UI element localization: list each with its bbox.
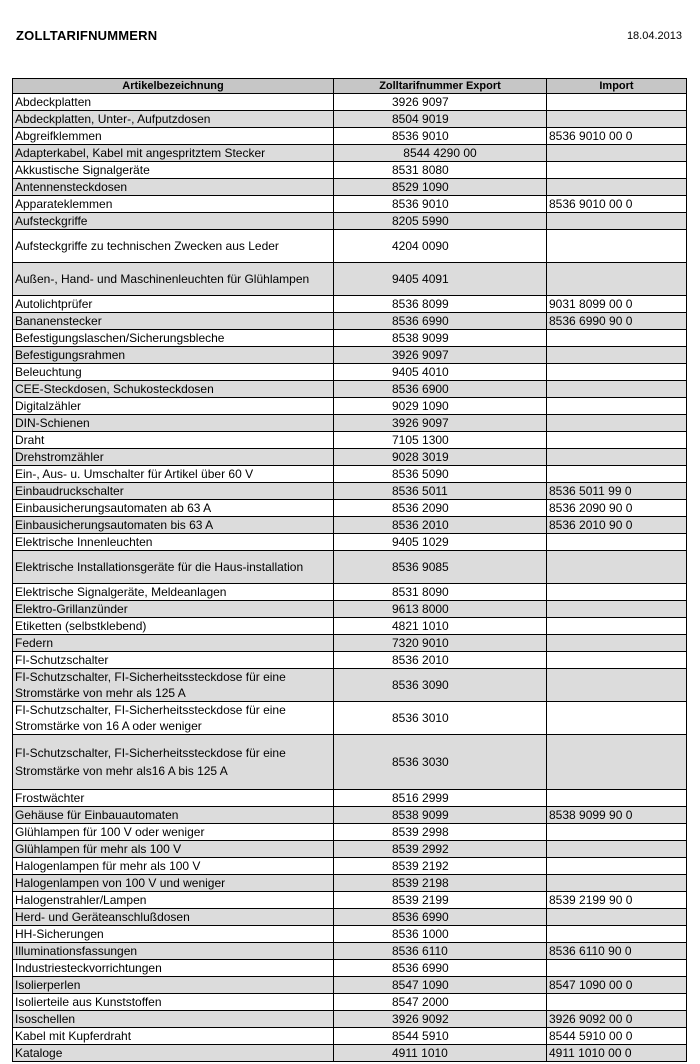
- export-code-cell: 8539 2198: [334, 875, 547, 892]
- article-name-cell: Halogenlampen für mehr als 100 V: [13, 858, 334, 875]
- export-code-cell: 8536 6990: [334, 960, 547, 977]
- article-name-cell: Draht: [13, 432, 334, 449]
- article-name-cell: Abdeckplatten, Unter-, Aufputzdosen: [13, 111, 334, 128]
- export-code-cell: 8544 4290 00: [334, 145, 547, 162]
- import-code-cell: 8539 2199 90 0: [547, 892, 687, 909]
- table-row: [13, 551, 687, 584]
- export-code-cell: 8536 2010: [334, 652, 547, 669]
- import-code-cell: [547, 432, 687, 449]
- article-name-cell: FI-Schutzschalter, FI-Sicherheitssteckdose für eine Stromstärke von mehr als16 A bis 125 A: [13, 735, 334, 790]
- article-name-cell: Digitalzähler: [13, 398, 334, 415]
- tariff-table: [12, 78, 687, 1062]
- table-row: [13, 466, 687, 483]
- table-row: [13, 702, 687, 735]
- import-code-cell: [547, 652, 687, 669]
- export-code-cell: 3926 9092: [334, 1011, 547, 1028]
- table-row: [13, 652, 687, 669]
- article-name-cell: HH-Sicherungen: [13, 926, 334, 943]
- import-code-cell: [547, 735, 687, 790]
- table-row: [13, 943, 687, 960]
- table-row: [13, 313, 687, 330]
- article-name-cell: Akkustische Signalgeräte: [13, 162, 334, 179]
- article-name-cell: Befestigungslaschen/Sicherungsbleche: [13, 330, 334, 347]
- import-code-cell: [547, 926, 687, 943]
- import-code-cell: [547, 875, 687, 892]
- article-name-cell: Adapterkabel, Kabel mit angespritztem Stecker: [13, 145, 334, 162]
- table-row: [13, 875, 687, 892]
- article-name-cell: Halogenstrahler/Lampen: [13, 892, 334, 909]
- export-code-cell: 8536 2090: [334, 500, 547, 517]
- article-name-cell: Isoschellen: [13, 1011, 334, 1028]
- import-code-cell: [547, 449, 687, 466]
- table-row: [13, 415, 687, 432]
- table-row: [13, 584, 687, 601]
- article-name-cell: Illuminationsfassungen: [13, 943, 334, 960]
- article-name-cell: Elektrische Signalgeräte, Meldeanlagen: [13, 584, 334, 601]
- export-code-cell: 8529 1090: [334, 179, 547, 196]
- import-code-cell: 8536 6990 90 0: [547, 313, 687, 330]
- export-code-cell: 9613 8000: [334, 601, 547, 618]
- import-code-cell: [547, 145, 687, 162]
- table-row: [13, 669, 687, 702]
- article-name-cell: Beleuchtung: [13, 364, 334, 381]
- export-code-cell: 8536 9085: [334, 551, 547, 584]
- table-row: [13, 977, 687, 994]
- article-name-cell: Industriesteckvorrichtungen: [13, 960, 334, 977]
- table-row: [13, 807, 687, 824]
- column-header-import: Import: [547, 79, 687, 94]
- article-name-cell: CEE-Steckdosen, Schukosteckdosen: [13, 381, 334, 398]
- export-code-cell: 9029 1090: [334, 398, 547, 415]
- export-code-cell: 8536 6110: [334, 943, 547, 960]
- table-row: [13, 398, 687, 415]
- import-code-cell: [547, 790, 687, 807]
- article-name-cell: Einbausicherungsautomaten ab 63 A: [13, 500, 334, 517]
- import-code-cell: [547, 960, 687, 977]
- article-name-cell: Isolierperlen: [13, 977, 334, 994]
- table-row: [13, 196, 687, 213]
- export-code-cell: 8536 6990: [334, 313, 547, 330]
- import-code-cell: [547, 213, 687, 230]
- import-code-cell: [547, 601, 687, 618]
- article-name-cell: Federn: [13, 635, 334, 652]
- import-code-cell: [547, 347, 687, 364]
- export-code-cell: 8536 9010: [334, 128, 547, 145]
- table-row: [13, 735, 687, 790]
- import-code-cell: [547, 230, 687, 263]
- import-code-cell: [547, 330, 687, 347]
- article-name-cell: Abdeckplatten: [13, 94, 334, 111]
- import-code-cell: [547, 858, 687, 875]
- import-code-cell: 8536 6110 90 0: [547, 943, 687, 960]
- export-code-cell: 8538 9099: [334, 807, 547, 824]
- document-title: ZOLLTARIFNUMMERN: [16, 28, 158, 43]
- import-code-cell: [547, 702, 687, 735]
- article-name-cell: Etiketten (selbstklebend): [13, 618, 334, 635]
- import-code-cell: 8536 2010 90 0: [547, 517, 687, 534]
- table-row: [13, 892, 687, 909]
- table-row: [13, 364, 687, 381]
- import-code-cell: 4911 1010 00 0: [547, 1045, 687, 1062]
- table-row: [13, 534, 687, 551]
- table-row: [13, 960, 687, 977]
- import-code-cell: [547, 364, 687, 381]
- export-code-cell: 8544 5910: [334, 1028, 547, 1045]
- article-name-cell: Gehäuse für Einbauautomaten: [13, 807, 334, 824]
- import-code-cell: 8536 2090 90 0: [547, 500, 687, 517]
- import-code-cell: [547, 381, 687, 398]
- table-row: [13, 517, 687, 534]
- export-code-cell: 8205 5990: [334, 213, 547, 230]
- import-code-cell: [547, 179, 687, 196]
- export-code-cell: 3926 9097: [334, 347, 547, 364]
- table-row: [13, 1011, 687, 1028]
- table-row: [13, 926, 687, 943]
- export-code-cell: 8531 8090: [334, 584, 547, 601]
- table-row: [13, 858, 687, 875]
- import-code-cell: 8544 5910 00 0: [547, 1028, 687, 1045]
- table-row: [13, 618, 687, 635]
- article-name-cell: Elektro-Grillanzünder: [13, 601, 334, 618]
- import-code-cell: 9031 8099 00 0: [547, 296, 687, 313]
- article-name-cell: Befestigungsrahmen: [13, 347, 334, 364]
- table-row: [13, 296, 687, 313]
- article-name-cell: Außen-, Hand- und Maschinenleuchten für Glühlampen: [13, 263, 334, 296]
- article-name-cell: Antennensteckdosen: [13, 179, 334, 196]
- article-name-cell: Abgreifklemmen: [13, 128, 334, 145]
- import-code-cell: [547, 94, 687, 111]
- import-code-cell: [547, 584, 687, 601]
- export-code-cell: 8536 3030: [334, 735, 547, 790]
- export-code-cell: 9405 4010: [334, 364, 547, 381]
- import-code-cell: 8536 5011 99 0: [547, 483, 687, 500]
- table-header-row: [13, 79, 687, 94]
- article-name-cell: Einbaudruckschalter: [13, 483, 334, 500]
- article-name-cell: Bananenstecker: [13, 313, 334, 330]
- table-row: [13, 1045, 687, 1062]
- import-code-cell: [547, 415, 687, 432]
- table-row: [13, 330, 687, 347]
- export-code-cell: 8536 6900: [334, 381, 547, 398]
- export-code-cell: 9028 3019: [334, 449, 547, 466]
- table-row: [13, 128, 687, 145]
- table-row: [13, 94, 687, 111]
- import-code-cell: [547, 263, 687, 296]
- import-code-cell: 8536 9010 00 0: [547, 196, 687, 213]
- export-code-cell: 8536 9010: [334, 196, 547, 213]
- export-code-cell: 8539 2199: [334, 892, 547, 909]
- article-name-cell: Apparateklemmen: [13, 196, 334, 213]
- table-row: [13, 263, 687, 296]
- import-code-cell: [547, 669, 687, 702]
- export-code-cell: 7105 1300: [334, 432, 547, 449]
- table-row: [13, 432, 687, 449]
- article-name-cell: Halogenlampen von 100 V und weniger: [13, 875, 334, 892]
- table-row: [13, 145, 687, 162]
- table-row: [13, 162, 687, 179]
- import-code-cell: 8538 9099 90 0: [547, 807, 687, 824]
- article-name-cell: Drehstromzähler: [13, 449, 334, 466]
- column-header-article: Artikelbezeichnung: [13, 79, 334, 94]
- article-name-cell: Glühlampen für 100 V oder weniger: [13, 824, 334, 841]
- table-row: [13, 179, 687, 196]
- table-row: [13, 841, 687, 858]
- export-code-cell: 4204 0090: [334, 230, 547, 263]
- export-code-cell: 3926 9097: [334, 415, 547, 432]
- export-code-cell: 8539 2992: [334, 841, 547, 858]
- table-body: [13, 94, 687, 1062]
- import-code-cell: [547, 111, 687, 128]
- export-code-cell: 8536 5090: [334, 466, 547, 483]
- table-row: [13, 381, 687, 398]
- export-code-cell: 8536 3090: [334, 669, 547, 702]
- article-name-cell: Frostwächter: [13, 790, 334, 807]
- import-code-cell: 8547 1090 00 0: [547, 977, 687, 994]
- table-row: [13, 790, 687, 807]
- export-code-cell: 8504 9019: [334, 111, 547, 128]
- export-code-cell: 8536 3010: [334, 702, 547, 735]
- export-code-cell: 8536 1000: [334, 926, 547, 943]
- import-code-cell: [547, 551, 687, 584]
- article-name-cell: Ein-, Aus- u. Umschalter für Artikel über 60 V: [13, 466, 334, 483]
- table-row: [13, 213, 687, 230]
- import-code-cell: [547, 162, 687, 179]
- article-name-cell: FI-Schutzschalter: [13, 652, 334, 669]
- table-row: [13, 635, 687, 652]
- export-code-cell: 4911 1010: [334, 1045, 547, 1062]
- article-name-cell: Aufsteckgriffe: [13, 213, 334, 230]
- table-row: [13, 601, 687, 618]
- import-code-cell: [547, 909, 687, 926]
- article-name-cell: DIN-Schienen: [13, 415, 334, 432]
- export-code-cell: 8536 6990: [334, 909, 547, 926]
- document-date: 18.04.2013: [626, 30, 682, 42]
- export-code-cell: 3926 9097: [334, 94, 547, 111]
- export-code-cell: 8547 1090: [334, 977, 547, 994]
- article-name-cell: Autolichtprüfer: [13, 296, 334, 313]
- export-code-cell: 8536 2010: [334, 517, 547, 534]
- export-code-cell: 4821 1010: [334, 618, 547, 635]
- export-code-cell: 8536 5011: [334, 483, 547, 500]
- table-row: [13, 230, 687, 263]
- table-row: [13, 824, 687, 841]
- import-code-cell: [547, 841, 687, 858]
- export-code-cell: 7320 9010: [334, 635, 547, 652]
- export-code-cell: 8531 8080: [334, 162, 547, 179]
- import-code-cell: [547, 635, 687, 652]
- article-name-cell: Kataloge: [13, 1045, 334, 1062]
- import-code-cell: [547, 534, 687, 551]
- export-code-cell: 8539 2998: [334, 824, 547, 841]
- table-row: [13, 347, 687, 364]
- import-code-cell: [547, 398, 687, 415]
- export-code-cell: 8547 2000: [334, 994, 547, 1011]
- column-header-export: Zolltarifnummer Export: [334, 79, 547, 94]
- import-code-cell: [547, 994, 687, 1011]
- article-name-cell: Kabel mit Kupferdraht: [13, 1028, 334, 1045]
- article-name-cell: Herd- und Geräteanschlußdosen: [13, 909, 334, 926]
- import-code-cell: [547, 618, 687, 635]
- article-name-cell: Elektrische Installationsgeräte für die Haus-installation: [13, 551, 334, 584]
- export-code-cell: 8536 8099: [334, 296, 547, 313]
- export-code-cell: 9405 1029: [334, 534, 547, 551]
- import-code-cell: [547, 466, 687, 483]
- export-code-cell: 8516 2999: [334, 790, 547, 807]
- article-name-cell: FI-Schutzschalter, FI-Sicherheitssteckdose für eine Stromstärke von 16 A oder weniger: [13, 702, 334, 735]
- article-name-cell: Aufsteckgriffe zu technischen Zwecken aus Leder: [13, 230, 334, 263]
- article-name-cell: Elektrische Innenleuchten: [13, 534, 334, 551]
- export-code-cell: 8538 9099: [334, 330, 547, 347]
- import-code-cell: 8536 9010 00 0: [547, 128, 687, 145]
- export-code-cell: 8539 2192: [334, 858, 547, 875]
- import-code-cell: 3926 9092 00 0: [547, 1011, 687, 1028]
- table-row: [13, 994, 687, 1011]
- table-row: [13, 111, 687, 128]
- table-row: [13, 1028, 687, 1045]
- table-row: [13, 483, 687, 500]
- article-name-cell: Einbausicherungsautomaten bis 63 A: [13, 517, 334, 534]
- article-name-cell: Glühlampen für mehr als 100 V: [13, 841, 334, 858]
- article-name-cell: Isolierteile aus Kunststoffen: [13, 994, 334, 1011]
- table-row: [13, 500, 687, 517]
- table-row: [13, 909, 687, 926]
- import-code-cell: [547, 824, 687, 841]
- export-code-cell: 9405 4091: [334, 263, 547, 296]
- article-name-cell: FI-Schutzschalter, FI-Sicherheitssteckdose für eine Stromstärke von mehr als 125 A: [13, 669, 334, 702]
- table-row: [13, 449, 687, 466]
